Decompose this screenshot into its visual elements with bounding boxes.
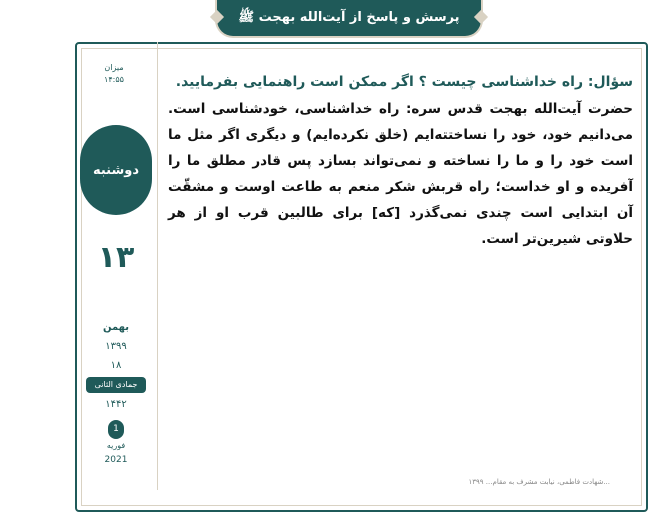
- gregorian-month: فوریه: [106, 441, 126, 450]
- header-title: پرسش و پاسخ از آیت‌الله بهجت ﷺ: [238, 9, 460, 25]
- lunar-year: ۱۴۴۲: [105, 399, 127, 410]
- time-box: [82, 62, 146, 100]
- ornament-icon: [474, 10, 488, 24]
- calendar-list: [82, 318, 150, 467]
- header-banner: [215, 0, 483, 38]
- lunar-day: ۱۸: [110, 360, 122, 371]
- footer-text: ...شهادت فاطمی، نیابت مشرف به مقام... ۱۳۹۹: [468, 478, 610, 486]
- time-value: ۱۴:۵۵: [104, 75, 124, 84]
- day-number: ۱۳: [97, 239, 135, 275]
- weekday-label: دوشنبه: [92, 162, 140, 178]
- weekday-medallion: [80, 125, 152, 215]
- time-label: میزان: [104, 63, 124, 72]
- lunar-month-badge: جمادی الثانی: [86, 377, 146, 393]
- answer-text: حضرت آیت‌الله بهجت قدس سره: راه خداشناسی، خودشناسی است. می‌دانیم خود، خود را نساختته‌ایم (خلق نکرده‌ایم) و دیگری اگر مثل ما است خود را و ما را نساخته و نمی‌تواند بسازد پس قادر مطلق ما را آفریده و او خداست؛ راه قربش شکر منعم به طاعت اوست و مشقّت آن ابتدایی است چندی نمی‌گذرد [که] برای طالبین قرب او از هر حلاوتی شیرین‌تر است.: [168, 101, 633, 247]
- question-text: سؤال: راه خداشناسی چیست ؟ اگر ممکن است راهنمایی بفرمایید.: [175, 74, 633, 90]
- gregorian-day: 1: [108, 420, 124, 439]
- solar-month: بهمن: [102, 322, 130, 333]
- ornament-icon: [210, 10, 224, 24]
- solar-year: ۱۳۹۹: [105, 341, 127, 352]
- gregorian-year: 2021: [104, 455, 128, 465]
- main-content: [168, 68, 633, 252]
